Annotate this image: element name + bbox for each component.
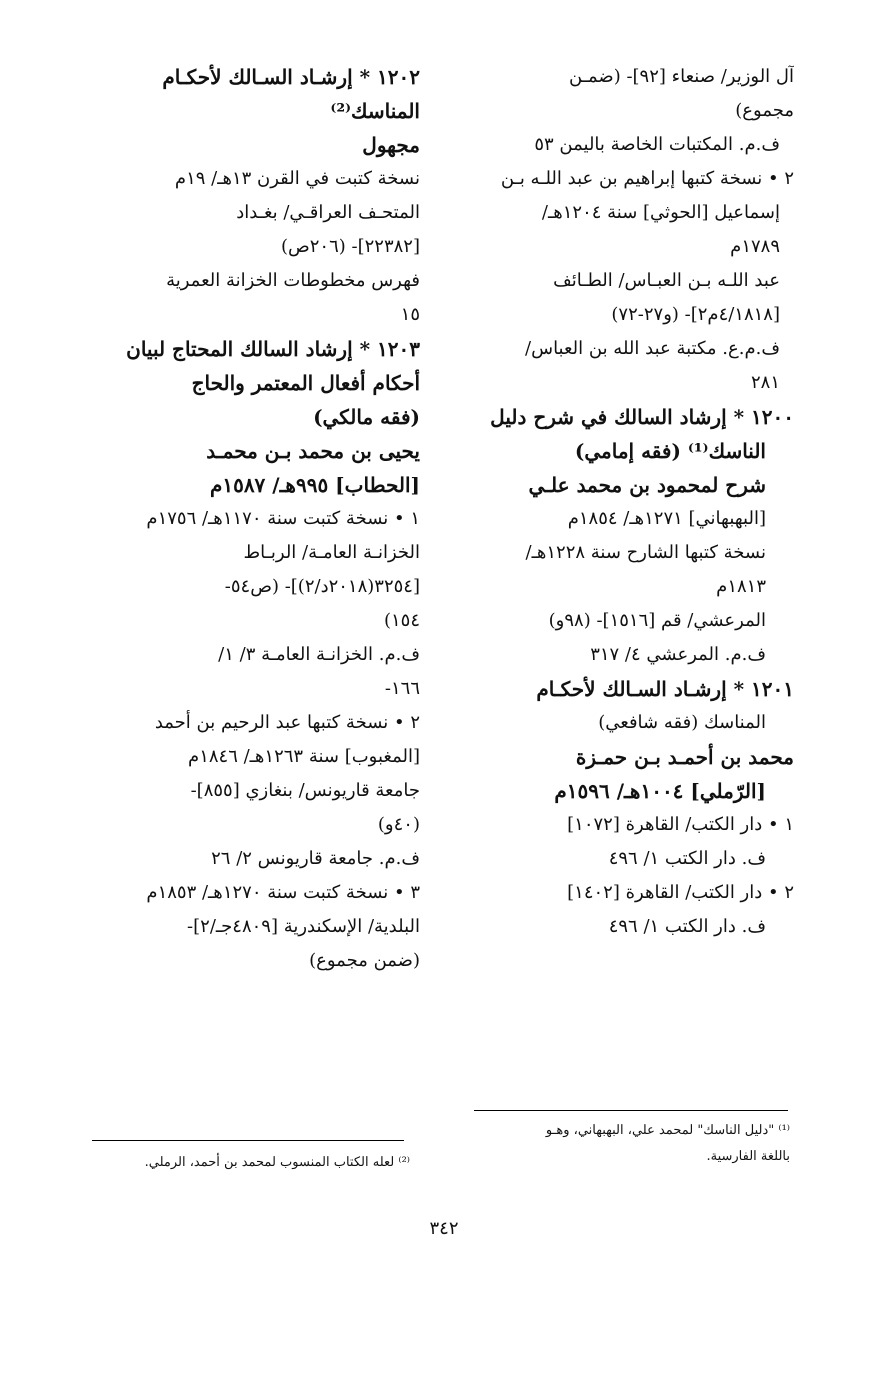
left-column-line: جامعة قاريونس/ بنغازي [٨٥٥]- [190, 780, 420, 801]
footnote-right-line-1: ⁽¹⁾ "دليل الناسك" لمحمد علي، البهبهاني، وهـو [545, 1123, 790, 1138]
footnote-rule-left [92, 1140, 404, 1141]
footnote-right-line-2: باللغة الفارسية. [706, 1149, 790, 1164]
right-column-line: الناسك⁽¹⁾ (فقه إمامي) [574, 439, 766, 463]
left-column-line: [الحطاب] ٩٩٥هـ/ ١٥٨٧م [209, 473, 420, 497]
right-column-line: ٢ • نسخة كتبها إبراهيم بن عبد اللـه بـن [500, 168, 794, 189]
right-column-line: ١٨١٣م [716, 576, 766, 597]
left-column-line: ١٥٤) [383, 610, 420, 631]
left-column-line: ٢ • نسخة كتبها عبد الرحيم بن أحمد [154, 712, 420, 733]
left-column-line: ٣ • نسخة كتبت سنة ١٢٧٠هـ/ ١٨٥٣م [146, 882, 420, 903]
right-column-line: ف.م.ع. مكتبة عبد الله بن العباس/ [525, 338, 780, 359]
left-column-line: الخزانـة العامـة/ الربـاط [243, 542, 420, 563]
right-column-line: مجموع) [735, 100, 794, 121]
left-column-line: (٤٠و) [377, 814, 420, 835]
right-column-line: ٢ • دار الكتب/ القاهرة [١٤٠٢] [567, 882, 794, 903]
right-column-line: ١٧٨٩م [730, 236, 780, 257]
left-column-line: ف.م. الخزانـة العامـة ٣/ ١/ [218, 644, 420, 665]
right-column-line: ١٢٠٠ * إرشاد السالك في شرح دليل [490, 405, 794, 429]
left-column-line: (ضمن مجموع) [309, 950, 420, 971]
footnote-left [80, 1150, 410, 1176]
left-column-line: [المغبوب] سنة ١٢٦٣هـ/ ١٨٤٦م [188, 746, 420, 767]
left-column-line: فهرس مخطوطات الخزانة العمرية [166, 270, 420, 291]
right-column-line: آل الوزير/ صنعاء [٩٢]- (ضمـن [569, 66, 794, 87]
left-column-line: ١٦٦- [384, 678, 420, 699]
left-column-line: ١٥ [400, 304, 420, 325]
left-column-line: مجهول [362, 133, 420, 157]
left-column-line: نسخة كتبت في القرن ١٣هـ/ ١٩م [174, 168, 420, 189]
right-column-line: شرح لمحمود بن محمد علـي [528, 473, 766, 497]
left-column-line: يحيى بن محمد بـن محمـد [206, 439, 420, 463]
left-column-line: (فقه مالكي) [313, 405, 420, 429]
left-column-line: البلدية/ الإسكندرية [٤٨٠٩جـ/٢]- [187, 916, 420, 937]
left-column-line: أحكام أفعال المعتمر والحاج [191, 371, 420, 395]
right-column-line: [البهبهاني] ١٢٧١هـ/ ١٨٥٤م [567, 508, 766, 529]
right-column-line: نسخة كتبها الشارح سنة ١٢٢٨هـ/ [525, 542, 766, 563]
left-column [80, 60, 420, 978]
right-column-line: المرعشي/ قم [١٥١٦]- (٩٨و) [548, 610, 766, 631]
left-column-line: ف.م. جامعة قاريونس ٢/ ٢٦ [211, 848, 420, 869]
page-number: ٣٤٢ [429, 1218, 459, 1239]
footnote-rule-right [474, 1110, 788, 1111]
right-column-line: محمد بن أحمـد بـن حمـزة [575, 745, 794, 769]
left-column-line: ١٢٠٣ * إرشاد السالك المحتاج لبيان [126, 337, 420, 361]
right-column-line: ف.م. المكتبات الخاصة باليمن ٥٣ [534, 134, 780, 155]
right-column-line: [٤/١٨١٨م٢]- (و٢٧-٧٢) [611, 304, 780, 325]
right-column-line: ١٢٠١ * إرشـاد السـالك لأحكـام [536, 677, 794, 701]
left-column-line: [٣٢٥٤(٢٠١٨د/٢)]- (ص٥٤- [224, 576, 420, 597]
right-column-line: ف. دار الكتب ١/ ٤٩٦ [608, 848, 766, 869]
left-column-line: المناسك⁽²⁾ [330, 99, 420, 123]
right-column-line: ١ • دار الكتب/ القاهرة [١٠٧٢] [567, 814, 794, 835]
right-column-line: ف. دار الكتب ١/ ٤٩٦ [608, 916, 766, 937]
left-column-line: المتحـف العراقـي/ بغـداد [236, 202, 420, 223]
right-column-line: إسماعيل [الحوثي] سنة ١٢٠٤هـ/ [541, 202, 780, 223]
right-column [468, 60, 794, 944]
left-column-line: ١ • نسخة كتبت سنة ١١٧٠هـ/ ١٧٥٦م [146, 508, 420, 529]
right-column-line: ٢٨١ [750, 372, 780, 393]
left-column-line: ١٢٠٢ * إرشـاد السـالك لأحكـام [162, 65, 420, 89]
right-column-line: المناسك (فقه شافعي) [598, 712, 766, 733]
right-column-line: [الرّملي] ١٠٠٤هـ/ ١٥٩٦م [554, 779, 766, 803]
right-column-line: ف.م. المرعشي ٤/ ٣١٧ [590, 644, 766, 665]
left-column-line: [٢٢٣٨٢]- (٢٠٦ص) [280, 236, 420, 257]
right-column-line: عبد اللـه بـن العبـاس/ الطـائف [553, 270, 780, 291]
footnote-right [450, 1118, 790, 1170]
footnote-left-line-1: ⁽²⁾ لعله الكتاب المنسوب لمحمد بن أحمد، الرملي. [144, 1155, 410, 1170]
